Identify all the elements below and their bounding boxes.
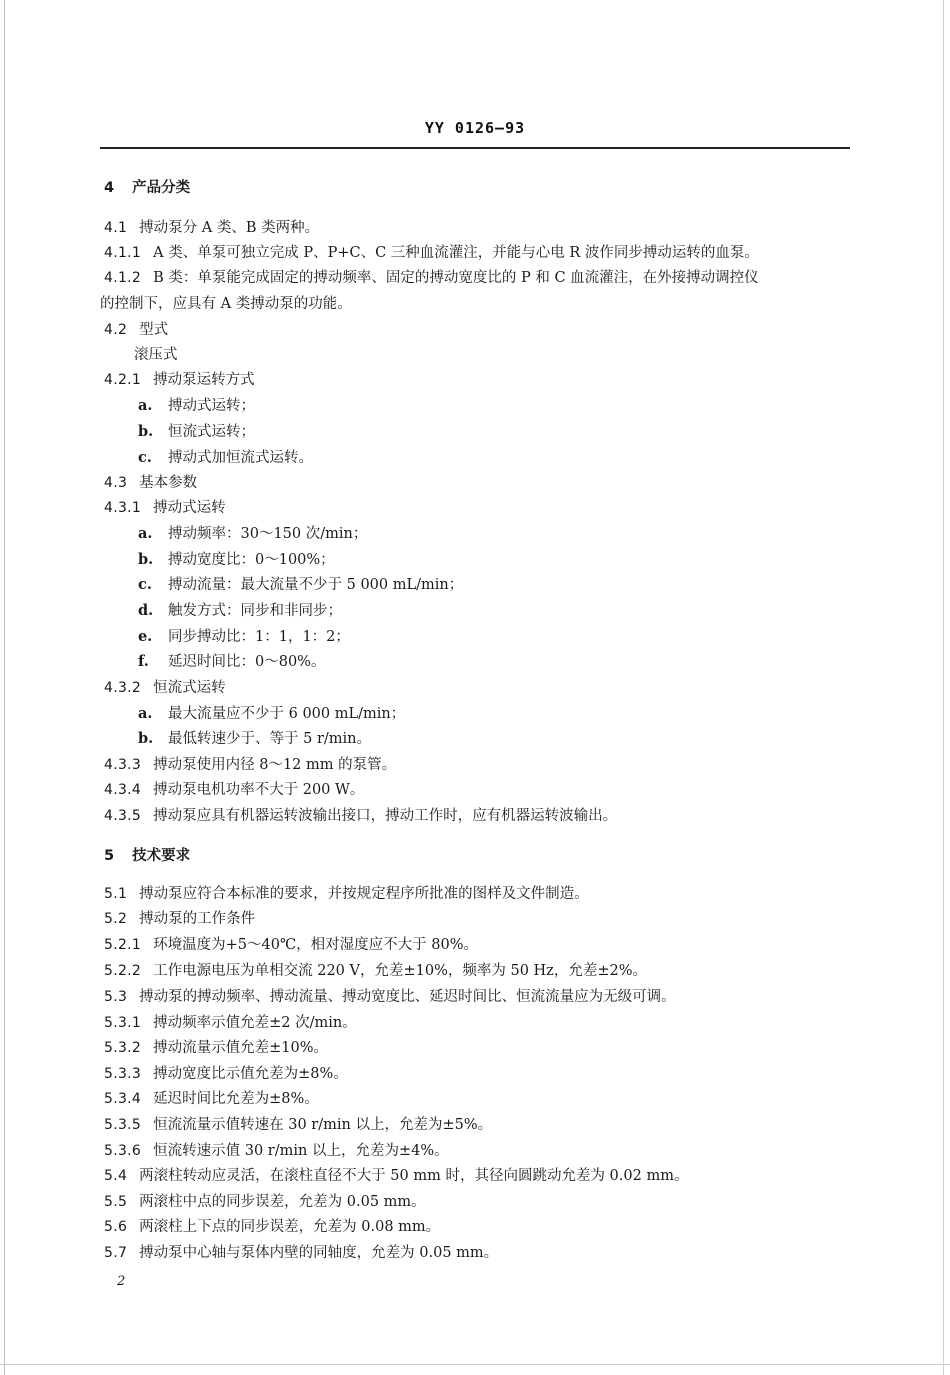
clause-text: 恒流式运转 — [153, 680, 226, 696]
list-letter: d. — [138, 602, 154, 619]
clause-number: 4.2 — [104, 322, 128, 338]
clause-text: 搏动频率示值允差±2 次/min。 — [153, 1015, 357, 1031]
clause-number: 5.1 — [104, 886, 128, 902]
clause-number: 4.2.1 — [104, 372, 142, 388]
section-title: 产品分类 — [132, 180, 191, 196]
clause-text: 搏动式运转 — [153, 500, 226, 516]
section-number: 5 — [104, 848, 115, 864]
clause-number: 5.7 — [104, 1245, 128, 1261]
clause-number: 4.3.2 — [104, 680, 142, 696]
clause-number: 5.3.2 — [104, 1040, 142, 1056]
list-letter: b. — [138, 551, 154, 568]
clause-text: 搏动泵的工作条件 — [139, 911, 256, 927]
list-text: 同步搏动比：1：1，1：2； — [168, 629, 350, 645]
clause-5-2 — [104, 909, 255, 929]
clause-5-3-6 — [104, 1141, 449, 1161]
clause-4-1-2 — [104, 268, 759, 288]
clause-number: 5.5 — [104, 1194, 128, 1210]
header-rule — [100, 147, 850, 149]
clause-4-3 — [104, 473, 197, 493]
clause-4-3-4 — [104, 780, 364, 800]
clause-4-3-5 — [104, 806, 617, 826]
list-item — [138, 524, 367, 544]
clause-number: 4.3.4 — [104, 782, 142, 798]
section-4-heading — [104, 178, 190, 198]
clause-number: 5.2.1 — [104, 937, 142, 953]
clause-number: 4.3.5 — [104, 808, 142, 824]
clause-4-3-1 — [104, 498, 226, 518]
clause-number: 4.1.2 — [104, 270, 142, 286]
list-item — [138, 652, 325, 672]
list-letter: b. — [138, 730, 154, 747]
list-item — [138, 704, 405, 724]
clause-5-3-5 — [104, 1115, 492, 1135]
clause-number: 5.3.3 — [104, 1066, 142, 1082]
list-item — [138, 729, 371, 749]
clause-text: 延迟时间比允差为±8%。 — [153, 1091, 319, 1107]
section-number: 4 — [104, 180, 115, 196]
clause-number: 4.3.1 — [104, 500, 142, 516]
clause-number: 4.3.3 — [104, 757, 142, 773]
list-letter: a. — [138, 705, 153, 722]
clause-text: 搏动泵电机功率不大于 200 W。 — [153, 782, 365, 798]
clause-5-2-1 — [104, 935, 478, 955]
list-text: 最低转速少于、等于 5 r/min。 — [168, 731, 371, 747]
clause-5-3-3 — [104, 1064, 348, 1084]
scan-edge-left — [4, 0, 5, 1375]
list-item — [138, 422, 255, 442]
clause-number: 5.3 — [104, 989, 128, 1005]
list-letter: a. — [138, 525, 153, 542]
list-text: 搏动频率：30～150 次/min； — [168, 526, 368, 542]
clause-4-2 — [104, 320, 168, 340]
clause-text: 搏动泵运转方式 — [153, 372, 255, 388]
clause-4-2-1 — [104, 370, 255, 390]
clause-text: 搏动泵的搏动频率、搏动流量、搏动宽度比、延迟时间比、恒流流量应为无级可调。 — [139, 989, 676, 1005]
section-title: 技术要求 — [132, 848, 191, 864]
clause-number: 5.4 — [104, 1168, 128, 1184]
list-text: 搏动式运转； — [168, 398, 255, 414]
section-5-heading — [104, 846, 190, 866]
clause-number: 4.3 — [104, 475, 128, 491]
clause-5-7 — [104, 1243, 498, 1263]
clause-text: 两滚柱中点的同步误差，允差为 0.05 mm。 — [139, 1194, 426, 1210]
clause-5-2-2 — [104, 961, 647, 981]
list-text: 搏动流量：最大流量不少于 5 000 mL/min； — [168, 577, 464, 593]
page-number: 2 — [117, 1274, 126, 1289]
clause-text: 搏动泵应具有机器运转波输出接口，搏动工作时，应有机器运转波输出。 — [153, 808, 618, 824]
clause-5-3-2 — [104, 1038, 328, 1058]
clause-number: 5.2.2 — [104, 963, 142, 979]
clause-5-3-1 — [104, 1013, 357, 1033]
clause-text: 恒流转速示值 30 r/min 以上，允差为±4%。 — [153, 1143, 449, 1159]
list-letter: f. — [138, 653, 149, 670]
list-letter: c. — [138, 449, 152, 466]
clause-text: 恒流流量示值转速在 30 r/min 以上，允差为±5%。 — [153, 1117, 493, 1133]
clause-number: 4.1.1 — [104, 245, 142, 261]
list-item — [138, 627, 350, 647]
clause-number: 5.3.6 — [104, 1143, 142, 1159]
clause-text: B 类：单泵能完成固定的搏动频率、固定的搏动宽度比的 P 和 C 血流灌注，在外接搏动调控仪 — [153, 270, 759, 286]
clause-4-1 — [104, 218, 319, 238]
clause-number: 5.6 — [104, 1219, 128, 1235]
clause-text: 型式 — [139, 322, 169, 338]
clause-text: A 类、单泵可独立完成 P、P+C、C 三种血流灌注，并能与心电 R 波作同步搏动运转的血泵。 — [153, 245, 759, 261]
clause-4-3-2 — [104, 678, 226, 698]
list-item — [138, 601, 342, 621]
clause-5-3-4 — [104, 1089, 319, 1109]
clause-text: 搏动泵应符合本标准的要求，并按规定程序所批准的图样及文件制造。 — [139, 886, 589, 902]
list-item — [138, 448, 313, 468]
list-text: 搏动宽度比：0～100%； — [168, 552, 335, 568]
clause-4-1-1 — [104, 243, 759, 263]
clause-text: 环境温度为+5～40℃，相对湿度应不大于 80%。 — [153, 937, 479, 953]
list-text: 恒流式运转； — [168, 424, 255, 440]
list-item — [138, 575, 463, 595]
clause-number: 5.2 — [104, 911, 128, 927]
list-item — [138, 550, 335, 570]
clause-5-1 — [104, 884, 589, 904]
list-letter: e. — [138, 628, 153, 645]
clause-5-3 — [104, 987, 676, 1007]
list-item — [138, 396, 255, 416]
clause-5-4 — [104, 1166, 688, 1186]
standard-code: YY 0126—93 — [424, 119, 526, 137]
clause-number: 5.3.5 — [104, 1117, 142, 1133]
clause-text: 搏动宽度比示值允差为±8%。 — [153, 1066, 348, 1082]
clause-number: 5.3.1 — [104, 1015, 142, 1031]
clause-4-1-2-continuation: 的控制下，应具有 A 类搏动泵的功能。 — [100, 296, 352, 312]
clause-text: 搏动流量示值允差±10%。 — [153, 1040, 329, 1056]
list-text: 搏动式加恒流式运转。 — [168, 450, 313, 466]
list-letter: c. — [138, 576, 152, 593]
clause-text: 搏动泵分 A 类、B 类两种。 — [139, 220, 320, 236]
clause-text: 工作电源电压为单相交流 220 V，允差±10%，频率为 50 Hz，允差±2%。 — [153, 963, 647, 979]
clause-text: 两滚柱转动应灵活，在滚柱直径不大于 50 mm 时，其径向圆跳动允差为 0.02 mm。 — [139, 1168, 689, 1184]
list-letter: b. — [138, 423, 154, 440]
list-text: 触发方式：同步和非同步； — [168, 603, 342, 619]
clause-number: 5.3.4 — [104, 1091, 142, 1107]
clause-5-6 — [104, 1217, 440, 1237]
clause-text: 基本参数 — [139, 475, 198, 491]
clause-5-5 — [104, 1192, 426, 1212]
list-letter: a. — [138, 397, 153, 414]
clause-text: 两滚柱上下点的同步误差，允差为 0.08 mm。 — [139, 1219, 441, 1235]
clause-4-3-3 — [104, 755, 396, 775]
list-text: 最大流量应不少于 6 000 mL/min； — [168, 706, 406, 722]
scan-bottom-edge — [0, 1364, 950, 1365]
clause-number: 4.1 — [104, 220, 128, 236]
clause-text: 搏动泵中心轴与泵体内壁的同轴度，允差为 0.05 mm。 — [139, 1245, 499, 1261]
clause-text: 搏动泵使用内径 8～12 mm 的泵管。 — [153, 757, 397, 773]
clause-4-2-subtext: 滚压式 — [134, 347, 178, 363]
list-text: 延迟时间比：0～80%。 — [168, 654, 326, 670]
scan-edge-right — [943, 0, 944, 1375]
